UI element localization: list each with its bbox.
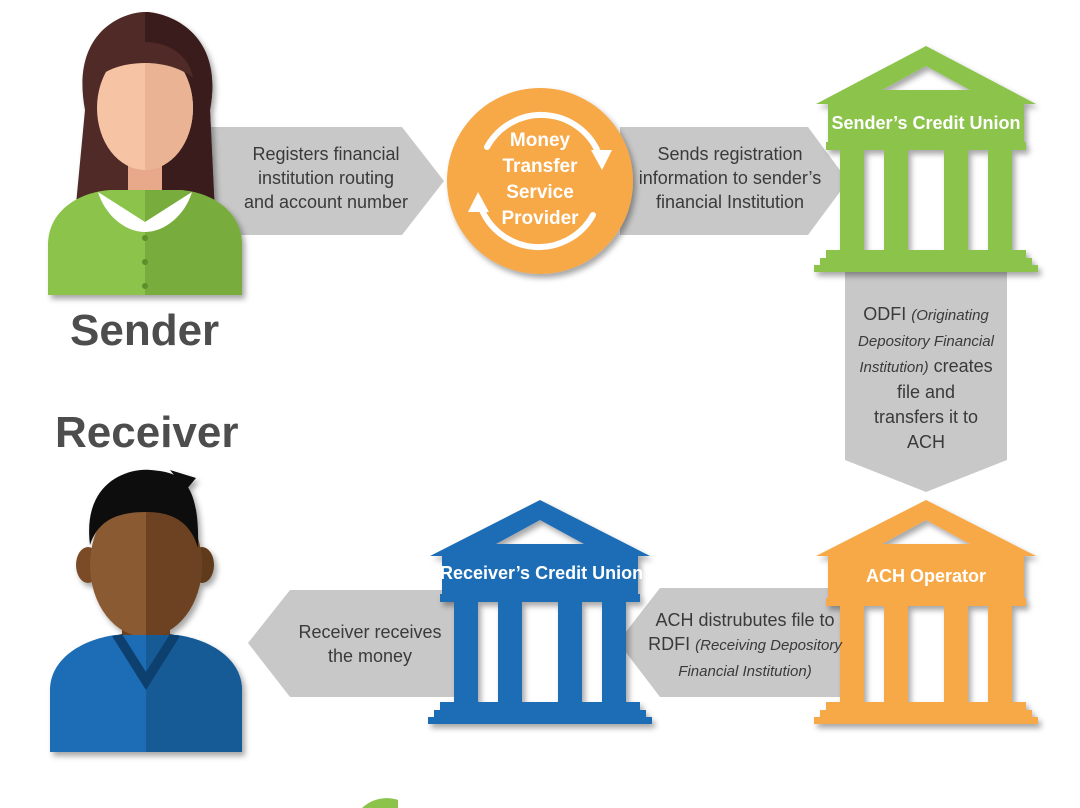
receiver-credit-union-icon <box>428 500 652 724</box>
provider-line-2: Transfer <box>502 156 578 177</box>
sender-credit-union-label: Sender’s Credit Union <box>831 113 1021 133</box>
sender-credit-union-icon <box>814 46 1038 272</box>
odfi-rest-1: creates <box>933 356 993 376</box>
logo-fragment-icon <box>362 798 398 808</box>
step-receive-line-1: Receiver receives <box>298 622 442 642</box>
odfi-rest-4: ACH <box>906 432 945 452</box>
step-register-line-2: institution routing <box>257 168 395 188</box>
odfi-rest-3: transfers it to <box>873 407 979 427</box>
rdfi-expansion-a: (Receiving Depository <box>695 637 842 654</box>
provider-line-3: Service <box>506 182 574 203</box>
receiver-person-icon <box>50 470 242 752</box>
step-sends-line-1: Sends registration <box>657 144 803 164</box>
step-sends-line-2: information to sender’s <box>638 168 822 188</box>
step-sends-line-3: financial Institution <box>655 192 805 212</box>
step-register-line-1: Registers financial <box>252 144 400 164</box>
ach-operator-label: ACH Operator <box>865 566 986 586</box>
provider-label <box>470 128 610 232</box>
sender-label: Sender <box>70 306 220 355</box>
odfi-rest-2: file and <box>896 382 956 402</box>
odfi-expansion-c: Institution) <box>859 359 929 376</box>
step-receive-text <box>282 620 458 668</box>
odfi-expansion-b: Depository Financial <box>858 333 994 350</box>
odfi-expansion-a: (Originating <box>911 307 989 324</box>
provider-line-4: Provider <box>501 208 579 229</box>
step-odfi-text <box>850 302 1002 455</box>
receiver-label: Receiver <box>55 408 239 457</box>
step-receive-line-2: the money <box>327 646 413 666</box>
odfi-abbr: ODFI <box>863 304 907 324</box>
step-register-text <box>228 142 424 214</box>
step-sends-text <box>628 142 832 214</box>
rdfi-abbr: RDFI <box>648 634 691 654</box>
step-ach-dist-text <box>640 608 850 684</box>
provider-line-1: Money <box>509 130 571 151</box>
step-register-line-3: and account number <box>243 192 409 212</box>
ach-dist-line-1: ACH distrubutes file to <box>655 610 835 630</box>
rdfi-expansion-b: Financial Institution) <box>678 663 812 680</box>
receiver-credit-union-label: Receiver’s Credit Union <box>440 563 644 583</box>
